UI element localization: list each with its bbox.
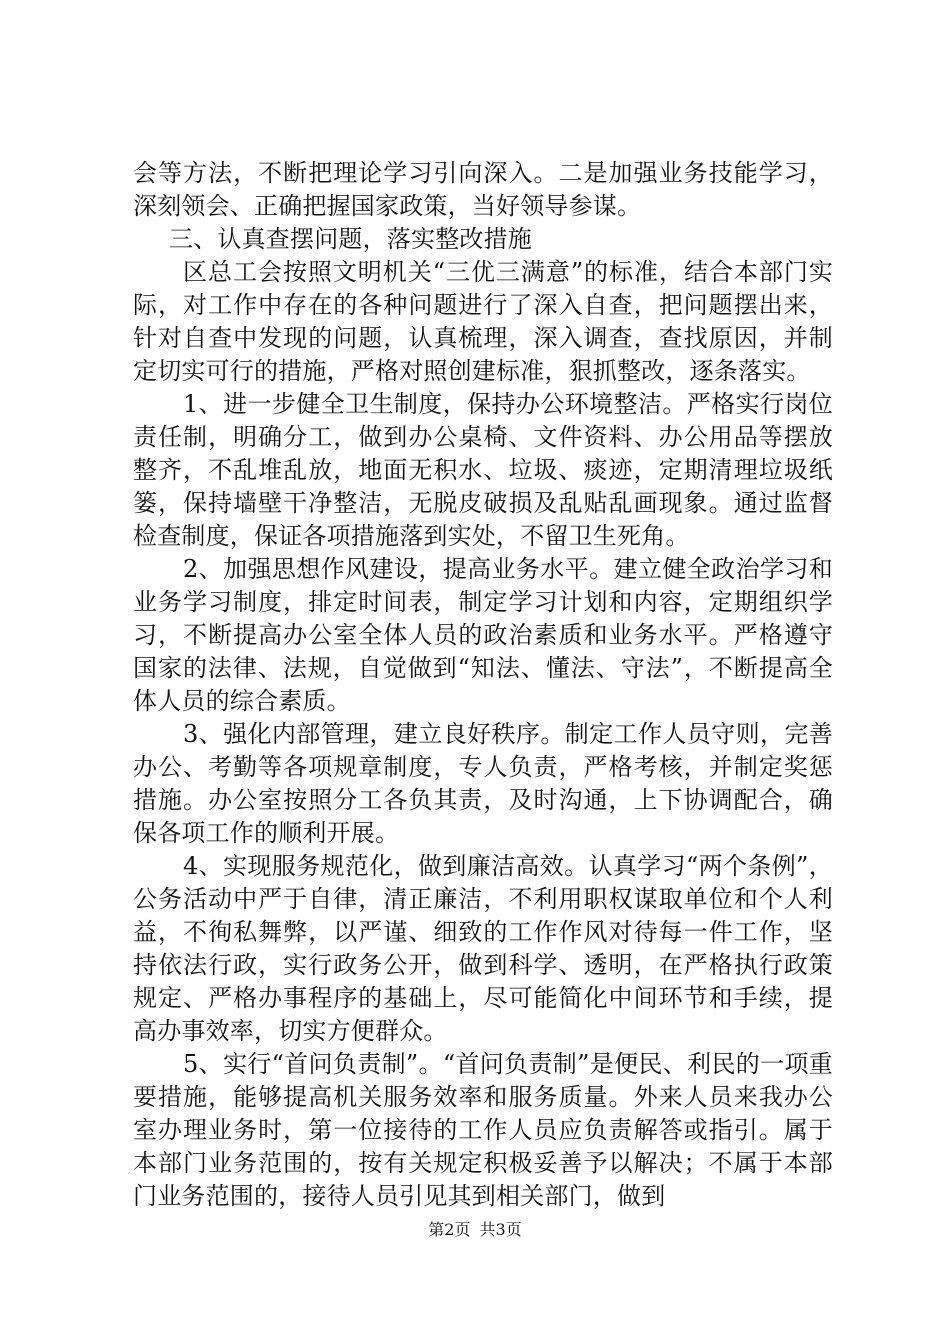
paragraph-item-5: 5、实行“首问负责制”。“首问负责制”是便民、利民的一项重要措施，能够提高机关服务效率和服务质量。外来人员来我办公室办理业务时，第一位接待的工作人员应负责解答或指引。属于本部门业务范围的，按有关规定积极妥善予以解决；不属于本部门业务范围的，接待人员引见其到相关部门，做到 bbox=[133, 1050, 833, 1210]
page-footer bbox=[0, 1220, 950, 1240]
paragraph-item-4: 4、实现服务规范化，做到廉洁高效。认真学习“两个条例”，公务活动中严于自律，清正廉洁，不利用职权谋取单位和个人利益，不徇私舞弊，以严谨、细致的工作作风对待每一件工作，坚持依法行政，实行政务公开，做到科学、透明，在严格执行政策规定、严格办事程序的基础上，尽可能简化中间环节和手续，提高办事效率，切实方便群众。 bbox=[133, 852, 833, 1045]
paragraph-item-1: 1、进一步健全卫生制度，保持办公环境整洁。严格实行岗位责任制，明确分工，做到办公桌椅、文件资料、办公用品等摆放整齐，不乱堆乱放，地面无积水、垃圾、痰迹，定期清理垃圾纸篓，保持墙壁干净整洁，无脱皮破损及乱贴乱画现象。通过监督检查制度，保证各项措施落到实处，不留卫生死角。 bbox=[133, 390, 833, 550]
page-total: 共3页 bbox=[479, 1220, 522, 1239]
page-number: 第2页 bbox=[428, 1220, 471, 1239]
section-heading: 三、认真查摆问题，落实整改措施 bbox=[169, 225, 532, 253]
document-body bbox=[133, 157, 833, 1213]
paragraph-item-3: 3、强化内部管理，建立良好秩序。制定工作人员守则，完善办公、考勤等各项规章制度，专人负责，严格考核，并制定奖惩措施。办公室按照分工各负其责，及时沟通，上下协调配合，确保各项工作的顺利开展。 bbox=[133, 720, 833, 847]
paragraph-item-2: 2、加强思想作风建设，提高业务水平。建立健全政治学习和业务学习制度，排定时间表，制定学习计划和内容，定期组织学习，不断提高办公室全体人员的政治素质和业务水平。严格遵守国家的法律、法规，自觉做到“知法、懂法、守法”，不断提高全体人员的综合素质。 bbox=[133, 555, 833, 715]
paragraph-intro: 区总工会按照文明机关“三优三满意”的标准，结合本部门实际，对工作中存在的各种问题进行了深入自查，把问题摆出来，针对自查中发现的问题，认真梳理，深入调查，查找原因，并制定切实可行的措施，严格对照创建标准，狠抓整改，逐条落实。 bbox=[133, 258, 833, 385]
paragraph-continuation: 会等方法，不断把理论学习引向深入。二是加强业务技能学习，深刻领会、正确把握国家政策，当好领导参谋。 bbox=[133, 159, 833, 220]
